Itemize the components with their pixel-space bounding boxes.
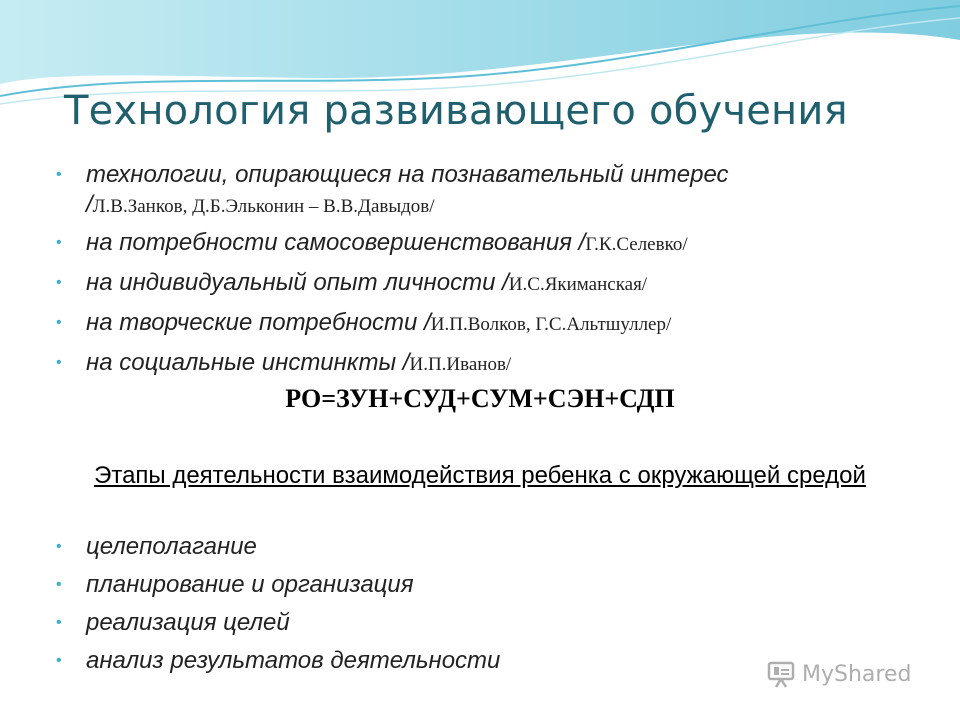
item-authors: И.С.Якиманская/ (508, 274, 648, 295)
item-text: технологии, опирающиеся на познавательный интерес (86, 161, 729, 188)
item-separator: / (396, 349, 410, 376)
item-text: на индивидуальный опыт личности (86, 269, 496, 296)
bullet-icon: • (56, 576, 62, 593)
formula: РО=ЗУН+СУД+СУМ+СЭН+СДП (285, 384, 675, 413)
bullet-icon: • (56, 314, 62, 331)
watermark (766, 652, 911, 696)
item-authors: И.П.Иванов/ (409, 354, 512, 375)
list-item (56, 268, 729, 300)
stage-text: анализ результатов деятельности (86, 647, 501, 674)
list-item (56, 228, 729, 260)
bullet-icon: • (56, 166, 62, 183)
item-authors: И.П.Волков, Г.С.Альтшуллер/ (430, 314, 672, 335)
bullet-icon: • (56, 274, 62, 291)
list-item (56, 308, 729, 340)
list-item (56, 160, 729, 222)
presentation-icon (766, 659, 796, 689)
bullet-icon: • (56, 652, 62, 669)
item-separator: / (495, 269, 509, 296)
bullet-icon: • (56, 538, 62, 555)
stages-list (56, 532, 500, 684)
list-item (56, 608, 500, 638)
item-authors: Г.К.Селевко/ (585, 234, 688, 255)
stages-heading: Этапы деятельности взаимодействия ребенка с окружающей средой (94, 462, 866, 489)
item-text: на потребности самосовершенствования (86, 229, 572, 256)
list-item (56, 570, 500, 600)
list-item (56, 532, 500, 562)
watermark-text: MyShared (802, 661, 912, 687)
technology-list (56, 160, 729, 388)
stage-text: реализация целей (86, 609, 290, 636)
stage-text: планирование и организация (86, 571, 414, 598)
item-separator: / (86, 191, 93, 218)
bullet-icon: • (56, 614, 62, 631)
item-separator: / (572, 229, 586, 256)
bullet-icon: • (56, 354, 62, 371)
item-authors: Л.В.Занков, Д.Б.Эльконин – В.В.Давыдов/ (92, 196, 435, 217)
item-text: на социальные инстинкты (86, 349, 397, 376)
list-item (56, 348, 729, 380)
stage-text: целеполагание (86, 533, 257, 560)
item-separator: / (417, 309, 431, 336)
item-text: на творческие потребности (86, 309, 418, 336)
bullet-icon: • (56, 234, 62, 251)
list-item (56, 646, 500, 676)
slide-title: Технология развивающего обучения (64, 88, 848, 134)
